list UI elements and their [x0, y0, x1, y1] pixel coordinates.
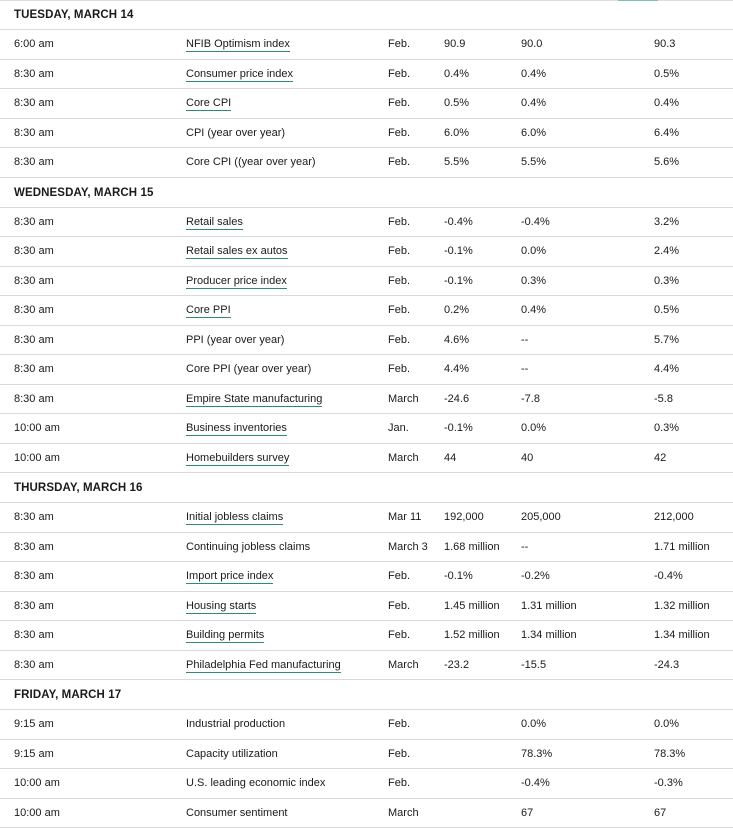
previous-value: 67	[654, 799, 666, 828]
table-row	[0, 355, 733, 385]
table-row	[0, 148, 733, 178]
previous-value: 0.3%	[654, 414, 679, 443]
previous-value: 0.5%	[654, 296, 679, 325]
report-name: Core CPI ((year over year)	[186, 148, 316, 177]
report-period: Feb.	[388, 355, 410, 384]
release-time: 8:30 am	[14, 355, 54, 384]
previous-value: -5.8	[654, 385, 673, 414]
previous-value: 5.6%	[654, 148, 679, 177]
forecast-value: 0.3%	[521, 267, 546, 296]
report-period: Feb.	[388, 30, 410, 59]
release-time: 8:30 am	[14, 237, 54, 266]
release-time: 8:30 am	[14, 326, 54, 355]
forecast-value: 5.5%	[521, 148, 546, 177]
forecast-value: --	[521, 533, 528, 562]
report-link[interactable]: Housing starts	[186, 600, 256, 614]
forecast-value: -0.4%	[521, 769, 550, 798]
forecast-value: 0.0%	[521, 710, 546, 739]
report-link[interactable]: Import price index	[186, 570, 273, 584]
report-period: March	[388, 799, 419, 828]
previous-value: 1.71 million	[654, 533, 710, 562]
day-header: TUESDAY, MARCH 14	[0, 0, 733, 30]
report-name: CPI (year over year)	[186, 119, 285, 148]
report-cell	[186, 267, 287, 296]
report-cell	[186, 296, 231, 325]
release-time: 10:00 am	[14, 769, 60, 798]
report-period: Feb.	[388, 621, 410, 650]
report-link[interactable]: Initial jobless claims	[186, 511, 283, 525]
table-row	[0, 710, 733, 740]
report-name: U.S. leading economic index	[186, 769, 325, 798]
report-period: Feb.	[388, 119, 410, 148]
day-header: THURSDAY, MARCH 16	[0, 473, 733, 503]
release-time: 6:00 am	[14, 30, 54, 59]
report-name: PPI (year over year)	[186, 326, 284, 355]
actual-value: 0.2%	[444, 296, 469, 325]
previous-value: 212,000	[654, 503, 694, 532]
release-time: 8:30 am	[14, 296, 54, 325]
report-cell	[186, 592, 256, 621]
report-period: Feb.	[388, 296, 410, 325]
forecast-value: 67	[521, 799, 533, 828]
release-time: 8:30 am	[14, 592, 54, 621]
previous-value: 78.3%	[654, 740, 685, 769]
forecast-value: --	[521, 326, 528, 355]
report-cell	[186, 60, 293, 89]
actual-value: 0.5%	[444, 89, 469, 118]
previous-value: 0.5%	[654, 60, 679, 89]
previous-value: 5.7%	[654, 326, 679, 355]
release-time: 8:30 am	[14, 562, 54, 591]
release-time: 8:30 am	[14, 148, 54, 177]
table-row	[0, 592, 733, 622]
report-period: Feb.	[388, 710, 410, 739]
actual-value: 6.0%	[444, 119, 469, 148]
table-row	[0, 562, 733, 592]
table-row	[0, 385, 733, 415]
table-row	[0, 267, 733, 297]
release-time: 10:00 am	[14, 799, 60, 828]
forecast-value: -7.8	[521, 385, 540, 414]
release-time: 8:30 am	[14, 60, 54, 89]
report-link[interactable]: Empire State manufacturing	[186, 393, 322, 407]
report-period: Feb.	[388, 592, 410, 621]
previous-value: 1.34 million	[654, 621, 710, 650]
actual-value: -0.1%	[444, 237, 473, 266]
forecast-value: 40	[521, 444, 533, 473]
table-row	[0, 60, 733, 90]
actual-value: 90.9	[444, 30, 465, 59]
report-period: Feb.	[388, 237, 410, 266]
day-header: WEDNESDAY, MARCH 15	[0, 178, 733, 208]
report-name: Core PPI (year over year)	[186, 355, 311, 384]
day-header: FRIDAY, MARCH 17	[0, 680, 733, 710]
report-period: Feb.	[388, 562, 410, 591]
forecast-value: -0.4%	[521, 208, 550, 237]
actual-value: 0.4%	[444, 60, 469, 89]
forecast-value: 0.4%	[521, 89, 546, 118]
table-row	[0, 444, 733, 474]
report-cell	[186, 651, 341, 680]
forecast-value: 78.3%	[521, 740, 552, 769]
forecast-value: 205,000	[521, 503, 561, 532]
forecast-value: -15.5	[521, 651, 546, 680]
report-period: Mar 11	[388, 503, 421, 532]
release-time: 8:30 am	[14, 208, 54, 237]
table-row	[0, 799, 733, 828]
release-time: 8:30 am	[14, 621, 54, 650]
report-link[interactable]: Homebuilders survey	[186, 452, 289, 466]
forecast-value: 0.0%	[521, 237, 546, 266]
actual-value: -23.2	[444, 651, 469, 680]
report-period: Jan.	[388, 414, 409, 443]
report-period: Feb.	[388, 326, 410, 355]
table-row	[0, 414, 733, 444]
previous-value: 6.4%	[654, 119, 679, 148]
previous-value: 0.4%	[654, 89, 679, 118]
release-time: 10:00 am	[14, 414, 60, 443]
release-time: 10:00 am	[14, 444, 60, 473]
forecast-value: 6.0%	[521, 119, 546, 148]
table-row	[0, 89, 733, 119]
report-cell	[186, 89, 231, 118]
report-cell	[186, 385, 322, 414]
report-cell	[186, 621, 264, 650]
previous-value: 42	[654, 444, 666, 473]
previous-value: 0.3%	[654, 267, 679, 296]
actual-value: 1.45 million	[444, 592, 500, 621]
release-time: 8:30 am	[14, 651, 54, 680]
report-link[interactable]: Philadelphia Fed manufacturing	[186, 659, 341, 673]
actual-value: -0.4%	[444, 208, 473, 237]
forecast-value: 1.31 million	[521, 592, 577, 621]
top-accent-line	[618, 0, 658, 1]
report-link[interactable]: Business inventories	[186, 422, 287, 436]
actual-value: 4.6%	[444, 326, 469, 355]
report-period: Feb.	[388, 208, 410, 237]
table-row	[0, 533, 733, 563]
table-row	[0, 326, 733, 356]
report-cell	[186, 562, 273, 591]
previous-value: -24.3	[654, 651, 679, 680]
release-time: 9:15 am	[14, 740, 54, 769]
report-name: Continuing jobless claims	[186, 533, 310, 562]
actual-value: 5.5%	[444, 148, 469, 177]
report-cell	[186, 237, 288, 266]
release-time: 8:30 am	[14, 533, 54, 562]
table-row	[0, 769, 733, 799]
previous-value: -0.3%	[654, 769, 683, 798]
forecast-value: 0.0%	[521, 414, 546, 443]
report-period: Feb.	[388, 740, 410, 769]
actual-value: 1.52 million	[444, 621, 500, 650]
forecast-value: 1.34 million	[521, 621, 577, 650]
previous-value: 4.4%	[654, 355, 679, 384]
report-period: March 3	[388, 533, 428, 562]
forecast-value: 0.4%	[521, 60, 546, 89]
release-time: 9:15 am	[14, 710, 54, 739]
table-row	[0, 740, 733, 770]
table-row	[0, 296, 733, 326]
previous-value: 1.32 million	[654, 592, 710, 621]
table-row	[0, 208, 733, 238]
report-link[interactable]: Retail sales	[186, 216, 243, 230]
report-link[interactable]: Consumer price index	[186, 68, 293, 82]
actual-value: 1.68 million	[444, 533, 500, 562]
report-period: March	[388, 385, 419, 414]
report-link[interactable]: Retail sales ex autos	[186, 245, 288, 259]
previous-value: 0.0%	[654, 710, 679, 739]
report-cell	[186, 503, 283, 532]
actual-value: 4.4%	[444, 355, 469, 384]
release-time: 8:30 am	[14, 503, 54, 532]
forecast-value: 90.0	[521, 30, 542, 59]
actual-value: 192,000	[444, 503, 484, 532]
report-name: Capacity utilization	[186, 740, 278, 769]
report-cell	[186, 444, 289, 473]
report-name: Consumer sentiment	[186, 799, 288, 828]
release-time: 8:30 am	[14, 385, 54, 414]
actual-value: -0.1%	[444, 414, 473, 443]
report-period: Feb.	[388, 89, 410, 118]
table-row	[0, 621, 733, 651]
table-row	[0, 119, 733, 149]
table-row	[0, 30, 733, 60]
actual-value: 44	[444, 444, 456, 473]
report-name: Industrial production	[186, 710, 285, 739]
table-row	[0, 503, 733, 533]
release-time: 8:30 am	[14, 267, 54, 296]
release-time: 8:30 am	[14, 119, 54, 148]
forecast-value: --	[521, 355, 528, 384]
report-period: Feb.	[388, 148, 410, 177]
previous-value: -0.4%	[654, 562, 683, 591]
report-period: March	[388, 444, 419, 473]
report-link[interactable]: Core PPI	[186, 304, 231, 318]
report-period: Feb.	[388, 267, 410, 296]
forecast-value: -0.2%	[521, 562, 550, 591]
actual-value: -0.1%	[444, 562, 473, 591]
table-row	[0, 651, 733, 681]
report-link[interactable]: NFIB Optimism index	[186, 38, 290, 52]
forecast-value: 0.4%	[521, 296, 546, 325]
report-link[interactable]: Building permits	[186, 629, 264, 643]
previous-value: 2.4%	[654, 237, 679, 266]
actual-value: -24.6	[444, 385, 469, 414]
report-link[interactable]: Core CPI	[186, 97, 231, 111]
report-cell	[186, 30, 290, 59]
actual-value: -0.1%	[444, 267, 473, 296]
report-link[interactable]: Producer price index	[186, 275, 287, 289]
table-row	[0, 237, 733, 267]
report-period: Feb.	[388, 60, 410, 89]
previous-value: 3.2%	[654, 208, 679, 237]
report-period: March	[388, 651, 419, 680]
report-cell	[186, 208, 243, 237]
report-cell	[186, 414, 287, 443]
previous-value: 90.3	[654, 30, 675, 59]
report-period: Feb.	[388, 769, 410, 798]
release-time: 8:30 am	[14, 89, 54, 118]
